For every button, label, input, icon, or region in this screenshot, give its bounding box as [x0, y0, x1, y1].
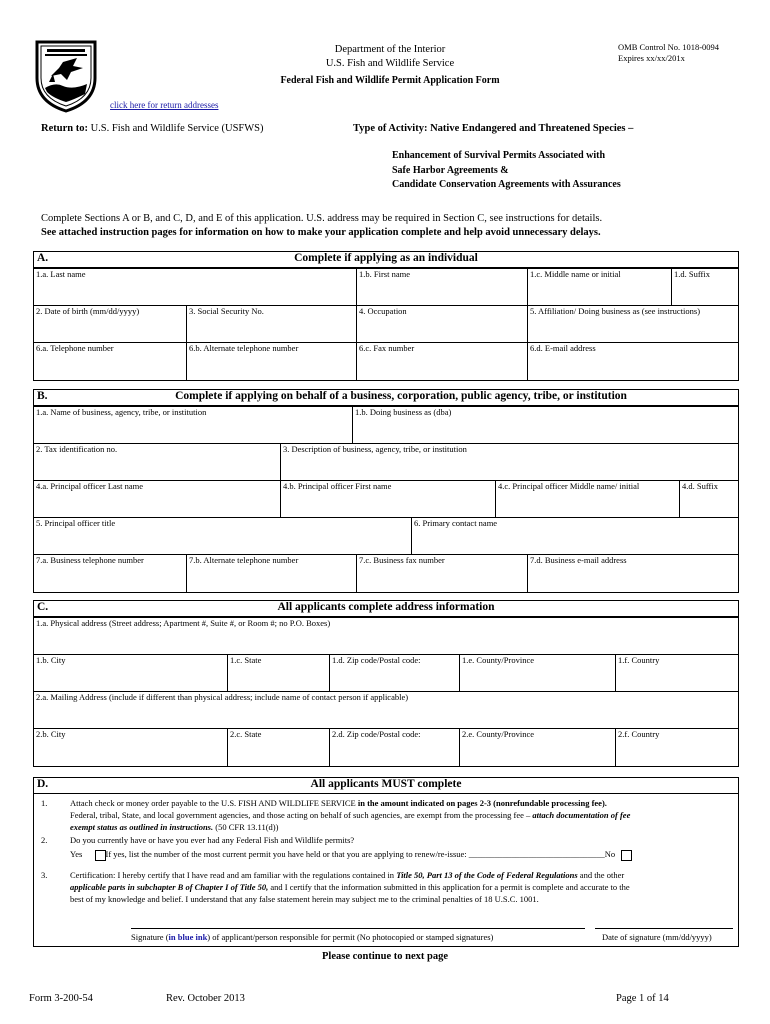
item-1-text-e: exempt status as outlined in instructions. [70, 822, 214, 832]
instructions-line-1: Complete Sections A or B, and C, D, and E of this application. U.S. address may be required in Section C, see instructions for details. [41, 213, 603, 224]
item-1-text [70, 797, 736, 833]
officer-suffix-field[interactable]: 4.d. Suffix [679, 481, 738, 517]
department-name: Department of the Interior [334, 44, 446, 55]
section-d-header [34, 778, 738, 794]
item-2-number: 2. [41, 835, 48, 845]
omb-expiry: Expires xx/xx/201x [618, 53, 685, 63]
item-2-text [70, 834, 736, 861]
return-addresses-link[interactable]: click here for return addresses [110, 100, 219, 110]
officer-last-name-field[interactable]: 4.a. Principal officer Last name [36, 481, 143, 491]
section-d-letter: D. [37, 778, 49, 790]
service-name: U.S. Fish and Wildlife Service [325, 58, 455, 69]
section-a [33, 251, 739, 381]
form-row [34, 617, 738, 654]
telephone-field[interactable]: 6.a. Telephone number [36, 343, 114, 353]
section-a-letter: A. [37, 252, 49, 264]
section-b-title: Complete if applying on behalf of a business, corporation, public agency, tribe, or institution [175, 390, 627, 402]
signature-date-caption: Date of signature (mm/dd/yyyy) [602, 932, 712, 942]
form-row [34, 342, 738, 380]
form-row [34, 268, 738, 305]
first-name-field[interactable]: 1.b. First name [356, 269, 527, 305]
form-row [34, 517, 738, 554]
fax-field[interactable]: 6.c. Fax number [356, 343, 527, 380]
activity-type: Type of Activity: Native Endangered and Threatened Species – [353, 123, 634, 134]
email-field[interactable]: 6.d. E-mail address [527, 343, 738, 380]
item-3-text-e: and I certify that the information submitted in this application for a permit is complete and accurate to the [270, 882, 630, 892]
item-1-text-c: Federal, tribal, State, and local government agencies, and those acting on behalf of such agencies, are exempt from the processing fee – [70, 810, 531, 820]
no-checkbox[interactable] [621, 850, 632, 861]
activity-line: Candidate Conservation Agreements with Assurances [392, 179, 621, 190]
item-1-text-d: attach documentation of fee [532, 810, 631, 820]
item-3-text-f: best of my knowledge and belief. I understand that any false statement herein may subject me to the criminal penalties of 18 U.S.C. 1001. [70, 894, 539, 904]
form-row [34, 305, 738, 342]
middle-name-field[interactable]: 1.c. Middle name or initial [527, 269, 671, 305]
return-to-label: Return to: [41, 123, 88, 134]
form-row [34, 691, 738, 728]
item-2-question: Do you currently have or have you ever had any Federal Fish and Wildlife permits? [70, 835, 355, 845]
business-name-field[interactable]: 1.a. Name of business, agency, tribe, or institution [36, 407, 207, 417]
section-b [33, 389, 739, 593]
omb-control-number: OMB Control No. 1018-0094 [618, 42, 720, 52]
country-field[interactable]: 1.f. Country [615, 655, 738, 691]
return-to [41, 123, 264, 134]
signature-caption [131, 931, 493, 943]
item-3-text-b: Title 50, Part 13 of the Code of Federal Regulations [396, 870, 578, 880]
usfws-logo [33, 38, 99, 114]
section-c-letter: C. [37, 601, 49, 613]
primary-contact-field[interactable]: 6. Primary contact name [411, 518, 738, 554]
last-name-field[interactable]: 1.a. Last name [36, 269, 86, 279]
item-3-text-d: applicable parts in subchapter B of Chapter I of Title 50, [70, 882, 269, 892]
signature-line[interactable] [131, 928, 585, 929]
signature-caption-b: ) of applicant/person responsible for permit (No photocopied or stamped signatures) [207, 932, 494, 942]
form-row [34, 728, 738, 766]
section-d-title: All applicants MUST complete [310, 778, 462, 790]
page-number: Page 1 of 14 [616, 993, 669, 1004]
activity-line: Enhancement of Survival Permits Associated with [392, 150, 606, 161]
item-3-text-c: and the other [579, 870, 625, 880]
item-3-text-a: Certification: I hereby certify that I have read and am familiar with the regulations contained in [70, 870, 395, 880]
suffix-field[interactable]: 1.d. Suffix [671, 269, 738, 305]
mailing-county-field[interactable]: 2.e. County/Province [459, 729, 615, 766]
section-d [33, 777, 739, 947]
form-title: Federal Fish and Wildlife Permit Application Form [280, 75, 500, 86]
ssn-field[interactable]: 3. Social Security No. [186, 306, 356, 342]
form-row [34, 480, 738, 517]
physical-address-field[interactable]: 1.a. Physical address (Street address; Apartment #, Suite #, or Room #; no P.O. Boxes) [36, 618, 331, 628]
omb-block [618, 42, 719, 64]
item-1-text-a: Attach check or money order payable to the U.S. FISH AND WILDLIFE SERVICE [70, 798, 356, 808]
officer-title-field[interactable]: 5. Principal officer title [36, 518, 116, 528]
item-3-number: 3. [41, 870, 48, 880]
alt-telephone-field[interactable]: 6.b. Alternate telephone number [186, 343, 356, 380]
form-row [34, 554, 738, 592]
signature-date-line[interactable] [595, 928, 733, 929]
agency-block [250, 43, 530, 71]
section-b-letter: B. [37, 390, 48, 402]
state-field[interactable]: 1.c. State [227, 655, 329, 691]
section-c [33, 600, 739, 767]
mailing-state-field[interactable]: 2.c. State [227, 729, 329, 766]
instructions [41, 212, 741, 240]
date-of-birth-field[interactable]: 2. Date of birth (mm/dd/yyyy) [36, 306, 140, 316]
permit-number-prompt: If yes, list the number of the most current permit you have held or that you are applying to renew/re-issue: ________________________________ [105, 849, 605, 859]
blue-ink-note: in blue ink [168, 932, 208, 942]
instructions-line-2: See attached instruction pages for information on how to make your application complete and help avoid unnecessary delays. [41, 227, 601, 238]
item-1-text-f: (50 CFR 13.11(d)) [215, 822, 279, 832]
affiliation-field[interactable]: 5. Affiliation/ Doing business as (see instructions) [527, 306, 738, 342]
mailing-city-field[interactable]: 2.b. City [36, 729, 66, 739]
occupation-field[interactable]: 4. Occupation [356, 306, 527, 342]
section-c-header [34, 601, 738, 617]
activity-details [392, 149, 621, 193]
form-number: Form 3-200-54 [29, 993, 93, 1004]
section-a-header [34, 252, 738, 268]
zip-field[interactable]: 1.d. Zip code/Postal code: [329, 655, 459, 691]
form-row [34, 654, 738, 691]
item-3-text [70, 869, 736, 905]
revision-date: Rev. October 2013 [166, 993, 245, 1004]
form-row [34, 406, 738, 443]
section-a-title: Complete if applying as an individual [294, 252, 478, 264]
business-email-field[interactable]: 7.d. Business e-mail address [527, 555, 738, 592]
activity-line: Safe Harbor Agreements & [392, 164, 509, 176]
section-b-header [34, 390, 738, 406]
form-row [34, 443, 738, 480]
signature-caption-a: Signature ( [131, 932, 169, 942]
continue-note: Please continue to next page [322, 951, 448, 962]
business-description-field[interactable]: 3. Description of business, agency, tribe, or institution [280, 444, 738, 480]
return-to-value: U.S. Fish and Wildlife Service (USFWS) [90, 123, 264, 134]
business-telephone-field[interactable]: 7.a. Business telephone number [36, 555, 144, 565]
business-fax-field[interactable]: 7.c. Business fax number [356, 555, 527, 592]
tax-id-field[interactable]: 2. Tax identification no. [36, 444, 118, 454]
item-1-text-b: in the amount indicated on pages 2-3 (nonrefundable processing fee). [357, 798, 607, 808]
yes-label: Yes [70, 849, 83, 859]
no-label: No [604, 849, 616, 859]
city-field[interactable]: 1.b. City [36, 655, 66, 665]
county-field[interactable]: 1.e. County/Province [459, 655, 615, 691]
section-c-title: All applicants complete address information [277, 601, 495, 613]
officer-first-name-field[interactable]: 4.b. Principal officer First name [280, 481, 495, 517]
mailing-zip-field[interactable]: 2.d. Zip code/Postal code: [329, 729, 459, 766]
mailing-address-field[interactable]: 2.a. Mailing Address (include if different than physical address; include name of contact person if applicable) [36, 692, 409, 702]
dba-field[interactable]: 1.b. Doing business as (dba) [352, 407, 738, 443]
mailing-country-field[interactable]: 2.f. Country [615, 729, 738, 766]
business-alt-telephone-field[interactable]: 7.b. Alternate telephone number [186, 555, 356, 592]
officer-middle-name-field[interactable]: 4.c. Principal officer Middle name/ initial [495, 481, 679, 517]
yes-checkbox[interactable] [95, 850, 106, 861]
item-1-number: 1. [41, 798, 48, 808]
